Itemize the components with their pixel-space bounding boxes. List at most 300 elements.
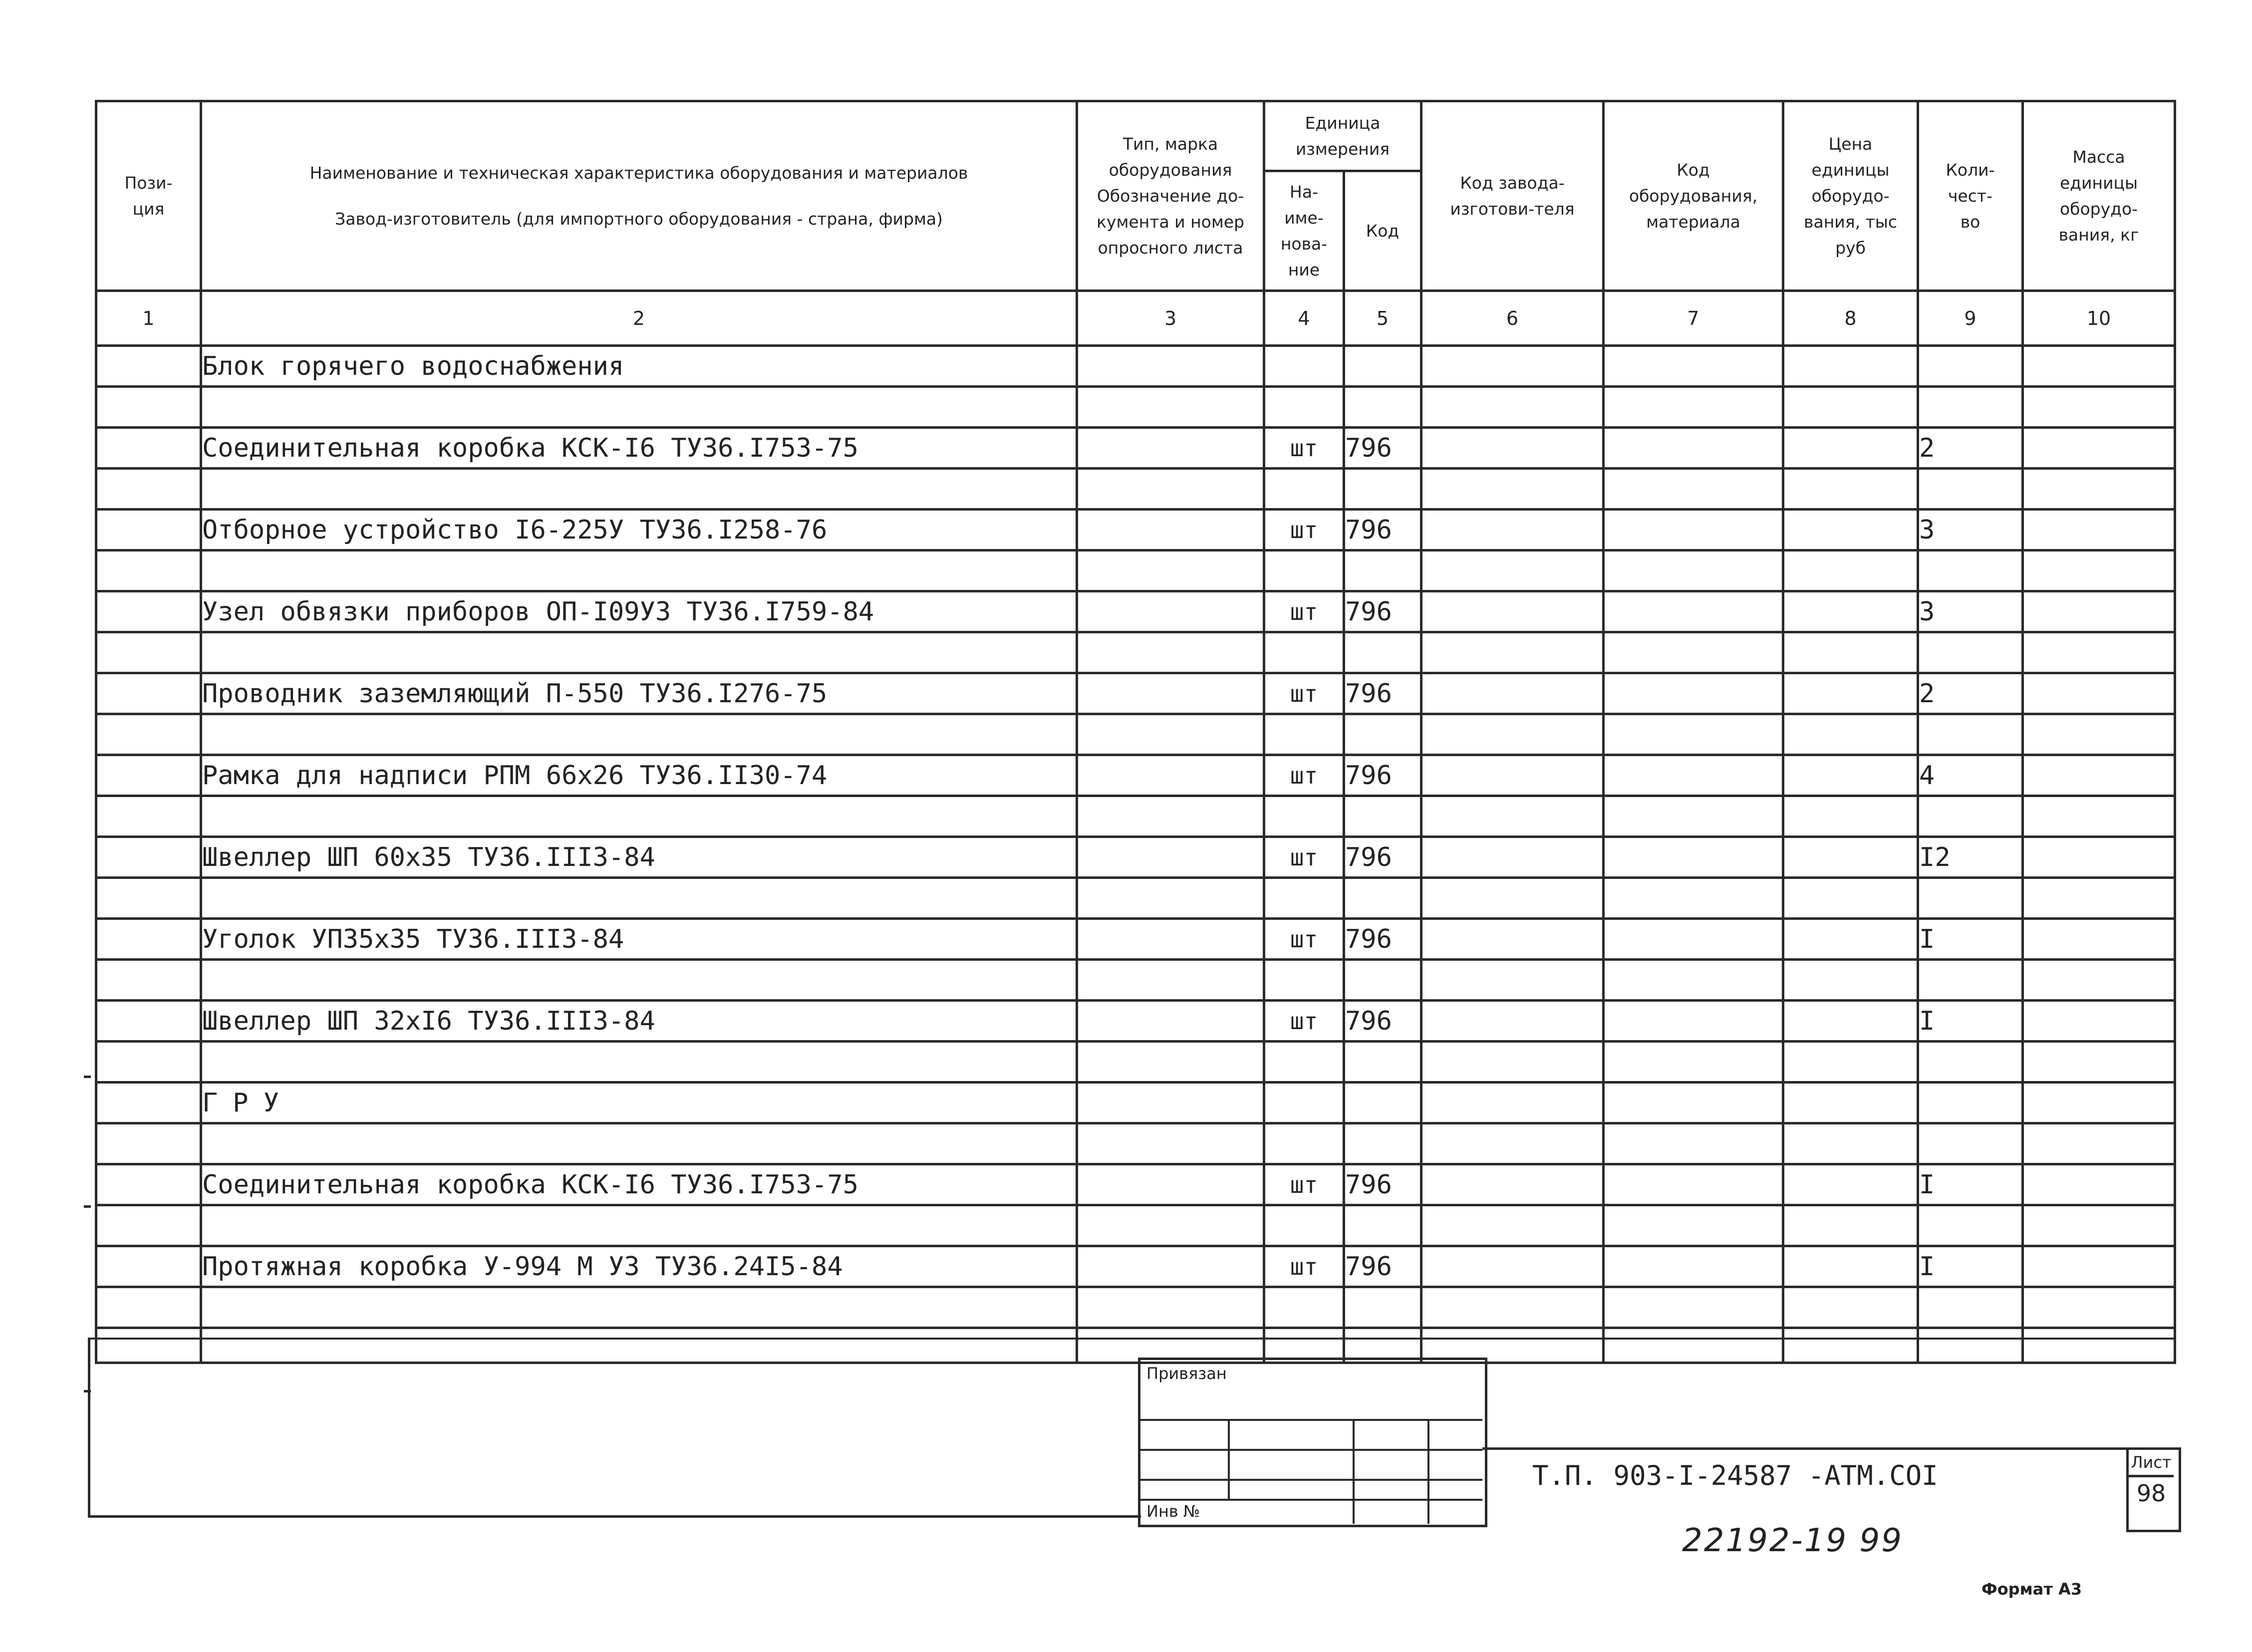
type-cell: [1077, 387, 1264, 428]
mass-cell: [2023, 551, 2175, 591]
maker-code-cell: [1421, 755, 1604, 796]
name-cell: Швеллер ШП 32хI6 ТУ36.III3-84: [201, 1001, 1077, 1042]
empty-cell: [201, 1328, 1077, 1363]
name-cell: [201, 796, 1077, 837]
quantity-cell: [1918, 1123, 2023, 1164]
type-cell: [1077, 878, 1264, 919]
type-cell: [1077, 632, 1264, 673]
column-number: 10: [2023, 291, 2175, 346]
name-cell: Уголок УП35х35 ТУ36.III3-84: [201, 919, 1077, 960]
quantity-cell: [1918, 469, 2023, 510]
column-number: 8: [1783, 291, 1918, 346]
closing-row: [96, 1328, 2175, 1363]
equipment-code-cell: [1604, 878, 1783, 919]
price-cell: [1783, 1042, 1918, 1083]
maker-code-cell: [1421, 551, 1604, 591]
margin-tick: [84, 1205, 91, 1208]
unit-name-cell: шт: [1264, 1164, 1344, 1205]
equipment-code-cell: [1604, 1001, 1783, 1042]
maker-code-cell: [1421, 1205, 1604, 1246]
equipment-code-cell: [1604, 1123, 1783, 1164]
quantity-cell: [1918, 346, 2023, 387]
position-cell: [96, 837, 201, 878]
mass-cell: [2023, 960, 2175, 1001]
empty-cell: [96, 1328, 201, 1363]
quantity-cell: [1918, 387, 2023, 428]
maker-code-cell: [1421, 796, 1604, 837]
margin-tick: [84, 1390, 91, 1392]
type-cell: [1077, 755, 1264, 796]
equipment-code-cell: [1604, 469, 1783, 510]
maker-code-cell: [1421, 1083, 1604, 1123]
name-cell: Соединительная коробка КСК-I6 ТУ36.I753-75: [201, 428, 1077, 469]
unit-code-cell: 796: [1344, 673, 1421, 714]
unit-name-cell: шт: [1264, 755, 1344, 796]
unit-code-cell: [1344, 1083, 1421, 1123]
equipment-code-cell: [1604, 796, 1783, 837]
quantity-cell: [1918, 1287, 2023, 1328]
unit-code-cell: [1344, 878, 1421, 919]
header-maker-code: Код завода-изготови-теля: [1421, 101, 1604, 291]
unit-name-cell: [1264, 551, 1344, 591]
document-code: Т.П. 903-I-24587 -АТМ.СОI: [1532, 1460, 1938, 1491]
stamp-line: [1138, 1449, 1482, 1451]
type-cell: [1077, 1123, 1264, 1164]
unit-name-cell: шт: [1264, 510, 1344, 551]
unit-code-cell: 796: [1344, 755, 1421, 796]
unit-code-cell: [1344, 469, 1421, 510]
unit-name-cell: [1264, 1123, 1344, 1164]
mass-cell: [2023, 714, 2175, 755]
header-name-line1: Наименование и техническая характеристика оборудования и материалов: [309, 163, 968, 183]
quantity-cell: [1918, 796, 2023, 837]
mass-cell: [2023, 346, 2175, 387]
table-row: [96, 837, 2175, 878]
blank-row: [96, 1042, 2175, 1083]
position-cell: [96, 346, 201, 387]
quantity-cell: 2: [1918, 428, 2023, 469]
position-cell: [96, 510, 201, 551]
position-cell: [96, 673, 201, 714]
stamp-line: [1228, 1419, 1230, 1499]
mass-cell: [2023, 1205, 2175, 1246]
inventory-number: 22192-19 99: [1682, 1522, 1903, 1559]
equipment-code-cell: [1604, 1042, 1783, 1083]
name-cell: Проводник заземляющий П-550 ТУ36.I276-75: [201, 673, 1077, 714]
name-cell: [201, 551, 1077, 591]
stamp-line: [1427, 1419, 1429, 1524]
empty-cell: [1604, 1328, 1783, 1363]
header-name-line2: Завод-изготовитель (для импортного оборудования - страна, фирма): [335, 209, 943, 229]
maker-code-cell: [1421, 591, 1604, 632]
unit-code-cell: 796: [1344, 510, 1421, 551]
unit-code-cell: [1344, 960, 1421, 1001]
mass-cell: [2023, 1287, 2175, 1328]
quantity-cell: [1918, 878, 2023, 919]
blank-row: [96, 878, 2175, 919]
column-number: 6: [1421, 291, 1604, 346]
mass-cell: [2023, 1123, 2175, 1164]
maker-code-cell: [1421, 1123, 1604, 1164]
price-cell: [1783, 837, 1918, 878]
equipment-code-cell: [1604, 346, 1783, 387]
unit-name-cell: шт: [1264, 919, 1344, 960]
position-cell: [96, 632, 201, 673]
type-cell: [1077, 796, 1264, 837]
empty-cell: [2023, 1328, 2175, 1363]
column-number: 7: [1604, 291, 1783, 346]
price-cell: [1783, 510, 1918, 551]
quantity-cell: I: [1918, 1164, 2023, 1205]
mass-cell: [2023, 1164, 2175, 1205]
type-cell: [1077, 1205, 1264, 1246]
column-number: 4: [1264, 291, 1344, 346]
maker-code-cell: [1421, 428, 1604, 469]
unit-name-cell: [1264, 632, 1344, 673]
type-cell: [1077, 428, 1264, 469]
frame-line: [90, 1338, 2176, 1340]
sheet-label: Лист: [2129, 1450, 2174, 1477]
blank-row: [96, 387, 2175, 428]
blank-row: [96, 1205, 2175, 1246]
stamp-attached-label: Привязан: [1146, 1364, 1227, 1383]
maker-code-cell: [1421, 1164, 1604, 1205]
price-cell: [1783, 673, 1918, 714]
price-cell: [1783, 1123, 1918, 1164]
equipment-code-cell: [1604, 673, 1783, 714]
name-cell: [201, 1123, 1077, 1164]
unit-name-cell: шт: [1264, 1001, 1344, 1042]
price-cell: [1783, 469, 1918, 510]
quantity-cell: [1918, 1083, 2023, 1123]
price-cell: [1783, 1246, 1918, 1287]
maker-code-cell: [1421, 346, 1604, 387]
table-row: [96, 428, 2175, 469]
unit-code-cell: [1344, 551, 1421, 591]
mass-cell: [2023, 428, 2175, 469]
position-cell: [96, 1205, 201, 1246]
unit-name-cell: шт: [1264, 1246, 1344, 1287]
quantity-cell: 2: [1918, 673, 2023, 714]
equipment-code-cell: [1604, 837, 1783, 878]
price-cell: [1783, 551, 1918, 591]
empty-cell: [1783, 1328, 1918, 1363]
quantity-cell: [1918, 632, 2023, 673]
header-mass: Масса единицы оборудо-вания, кг: [2023, 101, 2175, 291]
blank-row: [96, 960, 2175, 1001]
price-cell: [1783, 1164, 1918, 1205]
header-unit-code: Код: [1344, 171, 1421, 291]
quantity-cell: I: [1918, 919, 2023, 960]
stamp-line: [1138, 1499, 1482, 1501]
name-cell: Блок горячего водоснабжения: [201, 346, 1077, 387]
maker-code-cell: [1421, 1042, 1604, 1083]
equipment-code-cell: [1604, 960, 1783, 1001]
price-cell: [1783, 755, 1918, 796]
position-cell: [96, 714, 201, 755]
stamp-line: [1138, 1479, 1482, 1481]
maker-code-cell: [1421, 837, 1604, 878]
empty-cell: [1918, 1328, 2023, 1363]
price-cell: [1783, 591, 1918, 632]
maker-code-cell: [1421, 632, 1604, 673]
unit-name-cell: [1264, 796, 1344, 837]
equipment-code-cell: [1604, 1246, 1783, 1287]
type-cell: [1077, 1042, 1264, 1083]
name-cell: Протяжная коробка У-994 М УЗ ТУ36.24I5-84: [201, 1246, 1077, 1287]
mass-cell: [2023, 1083, 2175, 1123]
stamp-inv-label: Инв №: [1146, 1502, 1200, 1521]
maker-code-cell: [1421, 1287, 1604, 1328]
maker-code-cell: [1421, 960, 1604, 1001]
mass-cell: [2023, 755, 2175, 796]
position-cell: [96, 591, 201, 632]
quantity-cell: 3: [1918, 591, 2023, 632]
quantity-cell: [1918, 960, 2023, 1001]
unit-name-cell: шт: [1264, 591, 1344, 632]
unit-name-cell: [1264, 1042, 1344, 1083]
column-number: 1: [96, 291, 201, 346]
position-cell: [96, 960, 201, 1001]
maker-code-cell: [1421, 1001, 1604, 1042]
price-cell: [1783, 919, 1918, 960]
price-cell: [1783, 1083, 1918, 1123]
type-cell: [1077, 1164, 1264, 1205]
type-cell: [1077, 837, 1264, 878]
table-row: [96, 1246, 2175, 1287]
position-cell: [96, 1164, 201, 1205]
quantity-cell: [1918, 714, 2023, 755]
position-cell: [96, 1042, 201, 1083]
quantity-cell: I: [1918, 1246, 2023, 1287]
unit-name-cell: [1264, 878, 1344, 919]
price-cell: [1783, 1287, 1918, 1328]
equipment-code-cell: [1604, 714, 1783, 755]
column-number: 5: [1344, 291, 1421, 346]
type-cell: [1077, 1083, 1264, 1123]
unit-code-cell: 796: [1344, 1001, 1421, 1042]
price-cell: [1783, 428, 1918, 469]
unit-code-cell: [1344, 1287, 1421, 1328]
unit-code-cell: [1344, 1123, 1421, 1164]
type-cell: [1077, 346, 1264, 387]
name-cell: [201, 1287, 1077, 1328]
unit-name-cell: [1264, 469, 1344, 510]
price-cell: [1783, 714, 1918, 755]
frame-line: [88, 1515, 1141, 1518]
equipment-code-cell: [1604, 632, 1783, 673]
equipment-code-cell: [1604, 1205, 1783, 1246]
column-number: 3: [1077, 291, 1264, 346]
name-cell: [201, 632, 1077, 673]
mass-cell: [2023, 673, 2175, 714]
type-cell: [1077, 1001, 1264, 1042]
position-cell: [96, 878, 201, 919]
name-cell: [201, 960, 1077, 1001]
position-cell: [96, 1246, 201, 1287]
type-cell: [1077, 714, 1264, 755]
name-cell: [201, 714, 1077, 755]
mass-cell: [2023, 387, 2175, 428]
position-cell: [96, 919, 201, 960]
unit-code-cell: 796: [1344, 1164, 1421, 1205]
type-cell: [1077, 673, 1264, 714]
table-row: [96, 591, 2175, 632]
header-unit-group: Единица измерения: [1264, 101, 1421, 171]
price-cell: [1783, 1001, 1918, 1042]
position-cell: [96, 387, 201, 428]
type-cell: [1077, 1287, 1264, 1328]
blank-row: [96, 714, 2175, 755]
name-cell: Узел обвязки приборов ОП-I09УЗ ТУ36.I759-84: [201, 591, 1077, 632]
unit-code-cell: 796: [1344, 919, 1421, 960]
mass-cell: [2023, 878, 2175, 919]
unit-code-cell: 796: [1344, 591, 1421, 632]
unit-code-cell: [1344, 632, 1421, 673]
position-cell: [96, 1083, 201, 1123]
unit-code-cell: 796: [1344, 428, 1421, 469]
quantity-cell: 3: [1918, 510, 2023, 551]
unit-name-cell: шт: [1264, 428, 1344, 469]
unit-name-cell: [1264, 387, 1344, 428]
price-cell: [1783, 632, 1918, 673]
unit-code-cell: 796: [1344, 1246, 1421, 1287]
maker-code-cell: [1421, 510, 1604, 551]
type-cell: [1077, 919, 1264, 960]
price-cell: [1783, 960, 1918, 1001]
quantity-cell: [1918, 1042, 2023, 1083]
table-row: [96, 755, 2175, 796]
mass-cell: [2023, 837, 2175, 878]
blank-row: [96, 632, 2175, 673]
price-cell: [1783, 796, 1918, 837]
name-cell: [201, 1042, 1077, 1083]
type-cell: [1077, 1246, 1264, 1287]
unit-code-cell: [1344, 1205, 1421, 1246]
unit-name-cell: [1264, 346, 1344, 387]
name-cell: [201, 878, 1077, 919]
name-cell: [201, 1205, 1077, 1246]
position-cell: [96, 755, 201, 796]
equipment-code-cell: [1604, 591, 1783, 632]
equipment-code-cell: [1604, 510, 1783, 551]
blank-row: [96, 1123, 2175, 1164]
name-cell: Отборное устройство I6-225У ТУ36.I258-76: [201, 510, 1077, 551]
table-row: [96, 510, 2175, 551]
table-row: [96, 1164, 2175, 1205]
position-cell: [96, 551, 201, 591]
mass-cell: [2023, 919, 2175, 960]
unit-name-cell: [1264, 1205, 1344, 1246]
position-cell: [96, 1123, 201, 1164]
attachment-stamp: [1138, 1358, 1487, 1527]
price-cell: [1783, 1205, 1918, 1246]
position-cell: [96, 428, 201, 469]
header-price: Цена единицы оборудо-вания, тыс руб: [1783, 101, 1918, 291]
quantity-cell: I: [1918, 1001, 2023, 1042]
section-row: [96, 346, 2175, 387]
blank-row: [96, 1287, 2175, 1328]
position-cell: [96, 796, 201, 837]
unit-name-cell: [1264, 1083, 1344, 1123]
equipment-code-cell: [1604, 1287, 1783, 1328]
unit-code-cell: [1344, 796, 1421, 837]
section-row: [96, 1083, 2175, 1123]
equipment-code-cell: [1604, 428, 1783, 469]
unit-name-cell: [1264, 714, 1344, 755]
type-cell: [1077, 591, 1264, 632]
type-cell: [1077, 960, 1264, 1001]
equipment-code-cell: [1604, 551, 1783, 591]
unit-code-cell: [1344, 1042, 1421, 1083]
specification-rows: [96, 346, 2175, 1363]
stamp-line: [1353, 1419, 1355, 1524]
name-cell: Соединительная коробка КСК-I6 ТУ36.I753-75: [201, 1164, 1077, 1205]
mass-cell: [2023, 510, 2175, 551]
table-row: [96, 1001, 2175, 1042]
quantity-cell: I2: [1918, 837, 2023, 878]
maker-code-cell: [1421, 1246, 1604, 1287]
type-cell: [1077, 551, 1264, 591]
equipment-code-cell: [1604, 755, 1783, 796]
header-unit-name: На-име-нова-ние: [1264, 171, 1344, 291]
unit-name-cell: шт: [1264, 837, 1344, 878]
header-position: Пози- ция: [96, 101, 201, 291]
unit-code-cell: 796: [1344, 837, 1421, 878]
price-cell: [1783, 387, 1918, 428]
blank-row: [96, 796, 2175, 837]
mass-cell: [2023, 1042, 2175, 1083]
equipment-code-cell: [1604, 387, 1783, 428]
header-quantity: Коли-чест-во: [1918, 101, 2023, 291]
unit-name-cell: [1264, 960, 1344, 1001]
position-cell: [96, 1001, 201, 1042]
unit-code-cell: [1344, 346, 1421, 387]
unit-name-cell: шт: [1264, 673, 1344, 714]
blank-row: [96, 551, 2175, 591]
quantity-cell: [1918, 551, 2023, 591]
equipment-code-cell: [1604, 1164, 1783, 1205]
unit-code-cell: [1344, 714, 1421, 755]
unit-code-cell: [1344, 387, 1421, 428]
mass-cell: [2023, 591, 2175, 632]
column-number: 9: [1918, 291, 2023, 346]
type-cell: [1077, 510, 1264, 551]
table-row: [96, 673, 2175, 714]
unit-name-cell: [1264, 1287, 1344, 1328]
stamp-line: [1138, 1419, 1482, 1421]
maker-code-cell: [1421, 387, 1604, 428]
table-row: [96, 919, 2175, 960]
sheet-number: 98: [2136, 1480, 2166, 1507]
mass-cell: [2023, 469, 2175, 510]
column-number: 2: [201, 291, 1077, 346]
type-cell: [1077, 469, 1264, 510]
mass-cell: [2023, 796, 2175, 837]
mass-cell: [2023, 1001, 2175, 1042]
maker-code-cell: [1421, 878, 1604, 919]
maker-code-cell: [1421, 919, 1604, 960]
name-cell: Швеллер ШП 60х35 ТУ36.III3-84: [201, 837, 1077, 878]
name-cell: ГРУ: [201, 1083, 1077, 1123]
header-type: Тип, марка оборудования Обозначение до-кумента и номер опросного листа: [1077, 101, 1264, 291]
header-equipment-code: Код оборудования, материала: [1604, 101, 1783, 291]
maker-code-cell: [1421, 469, 1604, 510]
margin-tick: [84, 1076, 91, 1078]
name-cell: [201, 387, 1077, 428]
blank-row: [96, 469, 2175, 510]
header-name: [201, 101, 1077, 291]
